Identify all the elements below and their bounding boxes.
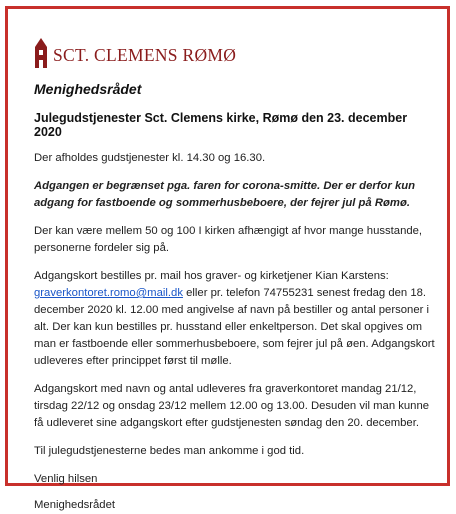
greeting: Venlig hilsen	[34, 473, 98, 485]
document-content	[27, 34, 435, 514]
paragraph-capacity: Der kan være mellem 50 og 100 I kirken afhængigt af hvor mange husstande, personerne fordeler sig på.	[34, 225, 423, 254]
paragraph-pickup: Adgangskort med navn og antal udleveres fra graverkontoret mandag 21/12, tirsdag 22/12 og onsdag 23/12 mellem 12.00 og 13.00. Desuden vil man kunne få udleveret sine adgangskort efter gudstjenesten søndag den 20. december.	[34, 383, 430, 429]
page-subtitle: Julegudstjenester Sct. Clemens kirke, Rømø den 23. december 2020	[34, 111, 408, 139]
booking-text-before: Adgangskort bestilles pr. mail hos graver- og kirketjener Kian Karstens:	[34, 270, 389, 282]
page-title: Menighedsrådet	[34, 81, 142, 97]
booking-text-after: eller pr. telefon 74755231 senest fredag den 18. december 2020 kl. 12.00 med angivelse af navn på bestiller og antal personer i alt. Der kan kun bestilles pr. husstand eller enkeltperson. Det skal opgives om man er fastboende eller sommerhusbeboere, som fejrer jul på øen. Adgangskort udleveres efter princippet først til mølle.	[34, 287, 435, 367]
paragraph-notice: Adgangen er begrænset pga. faren for corona-smitte. Der er derfor kun adgang for fastboende og sommerhusbeboere, der fejrer jul på Rømø.	[34, 180, 416, 209]
logo-text: SCT. CLEMENS RØMØ	[53, 44, 237, 65]
paragraph-arrival: Til julegudstjenesterne bedes man ankomme i god tid.	[34, 445, 305, 457]
church-icon	[33, 38, 49, 68]
email-link[interactable]: graverkontoret.romo@mail.dk	[34, 287, 183, 299]
paragraph-booking	[34, 268, 435, 370]
document-frame	[5, 6, 450, 511]
logo	[33, 34, 435, 72]
paragraph-times: Der afholdes gudstjenester kl. 14.30 og 16.30.	[34, 152, 266, 164]
signature: Menighedsrådet	[34, 499, 116, 511]
